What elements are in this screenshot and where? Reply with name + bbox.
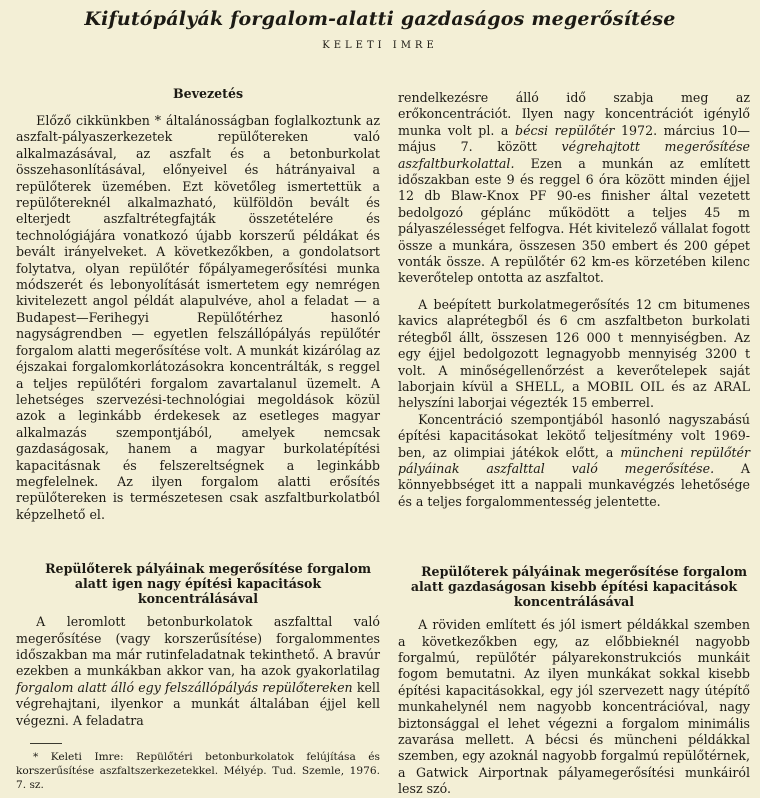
section2-heading: Repülőterek pályáinak megerősítése forgalom alatt igen nagy építési kapacitások koncentrálásával bbox=[45, 561, 372, 607]
article-author: KELETI IMRE bbox=[322, 40, 438, 51]
p1-emphasis-1: bécsi repülőtér bbox=[515, 122, 615, 138]
p1-text-c: Ezen a munkán az említett időszakban este 9 és reggel 6 óra között minden éjjel 12 db Blaw-Knox PF 90-es finisher által vezetett bedolgozó géplánc működött a teljes 45 m pályaszélességet felfogva. Hét kivitelező vállalat fogott össze a munkára, összesen 350 embert és 200 gépet vonták össze. A repülőtér 62 km-es körzetében kilenc keverőtelep ontotta az aszfaltot. bbox=[398, 155, 750, 286]
p1-text-a: rendelkezésre álló idő szabja meg az erőkoncentrációt. Ilyen nagy koncentrációt igénylő munka volt pl. a bbox=[398, 90, 750, 138]
right-paragraph-2: A beépített burkolatmegerősítés 12 cm bitumenes kavics alaprétegből és 6 cm aszfaltbeton burkolati rétegből állt, összesen 126 000 t mennyiségben. Az egy éjjel bedolgozott legnagyobb mennyiség 3200 t volt. A minőségellenőrzést a keverőtelepek saját laborjain kívül a SHELL, a MOBIL OIL és az ARAL helyszíni laborjai végezték 15 emberrel. bbox=[398, 296, 750, 411]
p1-text-b: 1972. március 10—május 7. között bbox=[398, 122, 750, 155]
section2-emphasis: forgalom alatt álló egy felszállópályás repülőtereken bbox=[16, 679, 353, 695]
p3-emphasis: müncheni repülőtér pályáinak aszfalttal való megerősítése. bbox=[398, 444, 750, 476]
p3-text-b: A könnyebbséget itt a nappali munkavégzés lehetősége és a teljes forgalommentesség jelentette. bbox=[398, 460, 750, 509]
p3-text-a: Koncentráció szempontjából hasonló nagyszabású építési kapacitásokat lekötő teljesítmény volt 1969-ben, az olimpiai játékok előtt, a bbox=[398, 411, 750, 460]
intro-paragraph: Előző cikkünkben * általánosságban foglalkoztunk az aszfalt-pályaszerkezetek repülőtereken való alkalmazásával, az aszfalt és a betonburkolat összehasonlításával, előnyeivel és hátrányaival a repülőterek üzemében. Ezt követőleg ismertettük a repülőtereknél alkalmazható, külföldön bevált és elterjedt aszfaltrétegfajták összetételére és technológiájára vonatkozó újabb korszerű példákat és bevált irányelveket. A következőkben, a gondolatsort folytatva, olyan repülőtér főpályamegerősítési munka módszerét és lebonyolítását ismertetem egy nemrégen kivitelezett angol példát alapulvéve, ahol a feladat — a Budapest—Ferihegyi Repülőtérhez hasonló nagyságrendben — egyetlen felszállópályás repülőtér forgalom alatti megerősítése volt. A munkát kizárólag az éjszakai forgalomkorlátozásokra koncentrálták, s reggel a teljes repülőtéri forgalom zavartalanul üzemelt. A lehetséges szervezési-technológiai megoldások közül azok a leginkább érdekesek az esetleges magyar alkalmazás szempontjából, amelyek nemcsak gazdaságosak, hanem a magyar burkolatépítési kapacitásnak és felszereltségnek a leginkább megfelelnek. Az ilyen forgalom alatti erősítés repülőtereken is természetesen csak aszfaltburkolatból képzelhető el. bbox=[16, 113, 380, 522]
right-column bbox=[398, 90, 750, 797]
section2-text-a: A leromlott betonburkolatok aszfalttal való megerősítése (vagy korszerűsítése) forgalommentes időszakban ma már rutinfeladatnak tekinthető. A bravúr ezekben a munkákban akkor van, ha azok gyakorlatilag bbox=[16, 614, 380, 679]
right-paragraph-4: A röviden említett és jól ismert példákkal szemben a következőkben egy, az előbbieknél nagyobb forgalmú, repülőtér pályarekonstrukciós munkáit fogom bemutatni. Az ilyen munkákat sokkal kisebb építési kapacitásokkal, egy jól szervezett nagy útépítő munkahelynél nem nagyobb koncentrációval, nagy biztonsággal el lehet végezni a forgalom minimális zavarása mellett. A bécsi és müncheni példákkal szemben, egy azoknál nagyobb forgalmú repülőtérnek, a Gatwick Airportnak pályamegerősítési munkáiról lesz szó. bbox=[398, 617, 750, 797]
footnote-rule bbox=[30, 743, 62, 744]
section2-text-b: kell végrehajtani, ilyenkor a munkát általában éjjel kell végezni. A feladatra bbox=[16, 679, 380, 728]
article-title: Kifutópályák forgalom-alatti gazdaságos megerősítése bbox=[84, 8, 676, 30]
section2-paragraph bbox=[16, 614, 380, 729]
footnote: * Keleti Imre: Repülőtéri betonburkolatok felújítása és korszerűsítése aszfaltszerkezetekkel. Mélyép. Tud. Szemle, 1976. 7. sz. bbox=[16, 751, 380, 791]
right-paragraph-1 bbox=[398, 90, 750, 287]
p1-emphasis-2: végrehajtott megerősítése aszfaltburkolattal. bbox=[398, 139, 750, 171]
intro-heading: Bevezetés bbox=[173, 86, 244, 101]
paragraph-gap bbox=[398, 287, 750, 297]
right-paragraph-3 bbox=[398, 412, 750, 510]
section3-heading: Repülőterek pályáinak megerősítése forgalom alatt gazdaságosan kisebb építési kapacitások koncentrálásával bbox=[410, 564, 748, 610]
left-column bbox=[16, 80, 380, 791]
